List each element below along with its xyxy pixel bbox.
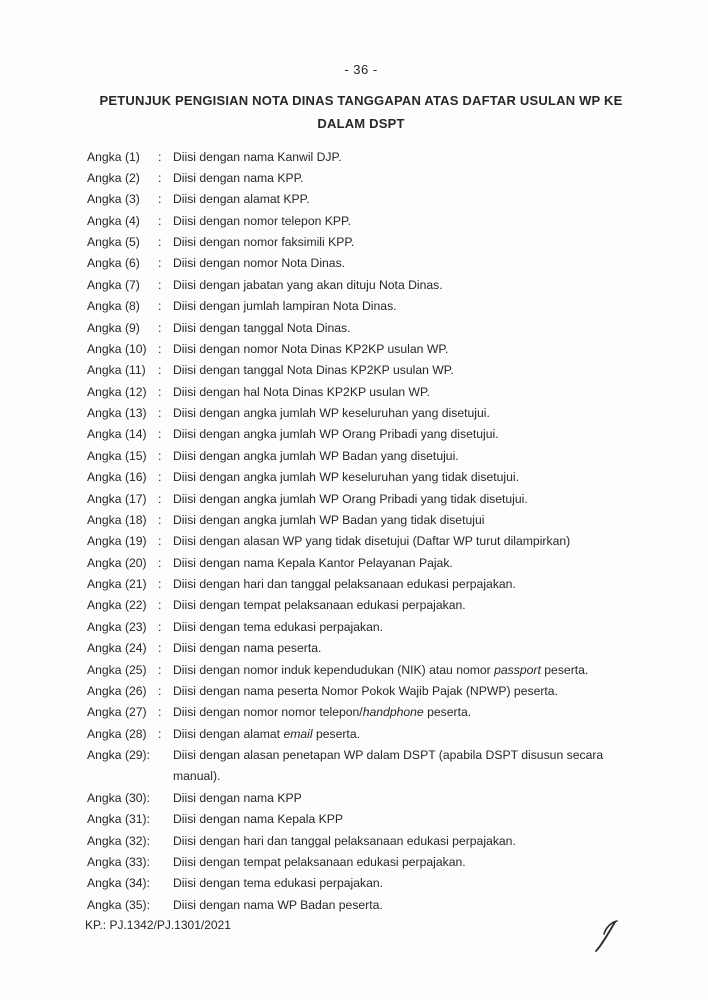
instruction-number: Angka (31):	[87, 812, 151, 827]
instruction-text: Diisi dengan nomor Nota Dinas KP2KP usulan WP.	[173, 341, 449, 356]
instruction-row	[87, 253, 660, 274]
instruction-number: Angka (11)	[87, 363, 146, 378]
instruction-colon: :	[158, 555, 162, 570]
instruction-row	[87, 211, 660, 232]
instruction-colon: :	[158, 598, 162, 613]
instruction-number: Angka (25)	[87, 662, 147, 677]
instruction-number: Angka (29):	[87, 748, 151, 762]
instruction-colon: :	[158, 277, 162, 292]
instruction-number: Angka (3)	[87, 192, 140, 207]
instruction-colon: :	[158, 341, 162, 356]
instruction-row	[87, 360, 660, 381]
instruction-number: Angka (19)	[87, 534, 147, 549]
instruction-text: Diisi dengan hari dan tanggal pelaksanaan edukasi perpajakan.	[173, 833, 516, 848]
document-code: KP.: PJ.1342/PJ.1301/2021	[85, 918, 231, 932]
instruction-colon: :	[158, 170, 162, 185]
instruction-list	[87, 147, 660, 917]
instruction-row	[87, 660, 660, 681]
instruction-number: Angka (23)	[87, 619, 147, 634]
instruction-row	[87, 617, 660, 638]
instruction-text: Diisi dengan nama peserta Nomor Pokok Wajib Pajak (NPWP) peserta.	[173, 683, 558, 698]
instruction-number: Angka (34):	[87, 876, 151, 891]
instruction-number: Angka (28)	[87, 726, 147, 741]
instruction-number: Angka (17)	[87, 491, 147, 506]
instruction-row	[87, 852, 660, 873]
instruction-text: Diisi dengan tempat pelaksanaan edukasi perpajakan.	[173, 598, 466, 613]
instruction-number: Angka (35):	[87, 897, 151, 912]
instruction-text: Diisi dengan jumlah lampiran Nota Dinas.	[173, 299, 397, 314]
instruction-text: Diisi dengan jabatan yang akan dituju Nota Dinas.	[173, 277, 443, 292]
instruction-text: Diisi dengan tanggal Nota Dinas KP2KP usulan WP.	[173, 363, 454, 378]
instruction-colon: :	[158, 705, 162, 720]
instruction-text: Diisi dengan tempat pelaksanaan edukasi perpajakan.	[173, 854, 466, 869]
instruction-colon: :	[158, 577, 162, 591]
instruction-text: Diisi dengan nama KPP	[173, 790, 302, 805]
instruction-row	[87, 339, 660, 360]
instruction-row	[87, 318, 660, 339]
instruction-row	[87, 446, 660, 467]
instruction-text: Diisi dengan hal Nota Dinas KP2KP usulan WP.	[173, 384, 430, 399]
instruction-number: Angka (2)	[87, 170, 140, 185]
instruction-colon: :	[158, 619, 162, 634]
instruction-text: Diisi dengan alasan WP yang tidak disetujui (Daftar WP turut dilampirkan)	[173, 534, 571, 549]
instruction-number: Angka (15)	[87, 448, 147, 463]
instruction-text: Diisi dengan nama KPP.	[173, 170, 304, 185]
instruction-row	[87, 232, 660, 253]
document-title-line1: PETUNJUK PENGISIAN NOTA DINAS TANGGAPAN ATAS DAFTAR USULAN WP KE	[99, 93, 623, 108]
instruction-text: Diisi dengan angka jumlah WP Orang Pribadi yang disetujui.	[173, 427, 499, 442]
instruction-number: Angka (24)	[87, 641, 147, 656]
instruction-number: Angka (7)	[87, 277, 140, 292]
instruction-colon: :	[158, 235, 162, 249]
instruction-row	[87, 724, 660, 745]
instruction-colon: :	[158, 726, 162, 741]
instruction-row	[87, 382, 660, 403]
instruction-text: Diisi dengan nomor Nota Dinas.	[173, 256, 346, 271]
instruction-number: Angka (16)	[87, 470, 147, 485]
instruction-colon: :	[158, 470, 162, 485]
instruction-text: Diisi dengan nomor induk kependudukan (NIK) atau nomor passport peserta.	[173, 662, 589, 677]
instruction-row	[87, 638, 660, 659]
document-title-line2: DALAM DSPT	[317, 115, 405, 131]
instruction-text: Diisi dengan nama Kanwil DJP.	[173, 149, 342, 164]
instruction-row	[87, 873, 660, 894]
instruction-row	[87, 189, 660, 210]
instruction-number: Angka (33):	[87, 854, 151, 869]
instruction-row	[87, 702, 660, 723]
instruction-number: Angka (5)	[87, 235, 140, 249]
instruction-text: Diisi dengan hari dan tanggal pelaksanaan edukasi perpajakan.	[173, 577, 516, 591]
handwritten-paraf-mark	[592, 916, 624, 956]
instruction-colon: :	[158, 641, 162, 656]
instruction-row	[87, 681, 660, 702]
instruction-row	[87, 424, 660, 445]
instruction-text: Diisi dengan alamat email peserta.	[173, 726, 360, 741]
instruction-row	[87, 574, 660, 595]
instruction-number: Angka (9)	[87, 320, 140, 335]
instruction-text: Diisi dengan angka jumlah WP Orang Pribadi yang tidak disetujui.	[173, 491, 528, 506]
instruction-text: Diisi dengan nomor telepon KPP.	[173, 213, 351, 228]
instruction-colon: :	[158, 512, 162, 527]
instruction-colon: :	[158, 149, 162, 164]
instruction-row	[87, 467, 660, 488]
instruction-number: Angka (12)	[87, 384, 147, 399]
instruction-text: Diisi dengan nomor faksimili KPP.	[173, 235, 355, 249]
instruction-number: Angka (4)	[87, 213, 140, 228]
instruction-number: Angka (32):	[87, 833, 151, 848]
instruction-row	[87, 403, 660, 424]
instruction-colon: :	[158, 491, 162, 506]
instruction-text: Diisi dengan angka jumlah WP Badan yang disetujui.	[173, 448, 459, 463]
instruction-row	[87, 168, 660, 189]
instruction-text: Diisi dengan angka jumlah WP keseluruhan yang tidak disetujui.	[173, 470, 519, 485]
instruction-number: Angka (20)	[87, 555, 147, 570]
instruction-text: Diisi dengan nama Kepala KPP	[173, 812, 344, 827]
instruction-number: Angka (26)	[87, 683, 147, 698]
instruction-text: Diisi dengan tema edukasi perpajakan.	[173, 619, 384, 634]
instruction-text: Diisi dengan nama Kepala Kantor Pelayanan Pajak.	[173, 555, 453, 570]
instruction-colon: :	[158, 427, 162, 442]
instruction-row	[87, 531, 660, 552]
instruction-colon: :	[158, 320, 162, 335]
instruction-colon: :	[158, 363, 162, 378]
page-number: - 36 -	[344, 62, 378, 77]
instruction-colon: :	[158, 448, 162, 463]
instruction-number: Angka (30):	[87, 790, 151, 805]
instruction-colon: :	[158, 256, 162, 271]
instruction-row	[87, 831, 660, 852]
instruction-number: Angka (1)	[87, 149, 140, 164]
instruction-row	[87, 510, 660, 531]
instruction-text: Diisi dengan angka jumlah WP Badan yang tidak disetujui	[173, 512, 485, 527]
document-title	[62, 90, 660, 135]
instruction-text: Diisi dengan nama WP Badan peserta.	[173, 897, 383, 912]
instruction-text: Diisi dengan nama peserta.	[173, 641, 322, 656]
instruction-row	[87, 809, 660, 830]
instruction-colon: :	[158, 534, 162, 549]
instruction-row	[87, 895, 660, 916]
instruction-row	[87, 147, 660, 168]
instruction-number: Angka (22)	[87, 598, 147, 613]
instruction-number: Angka (14)	[87, 427, 147, 442]
instruction-colon: :	[158, 213, 162, 228]
instruction-row	[87, 275, 660, 296]
instruction-colon: :	[158, 683, 162, 698]
instruction-row	[87, 296, 660, 317]
instruction-colon: :	[158, 384, 162, 399]
instruction-text: Diisi dengan alamat KPP.	[173, 192, 310, 207]
instruction-row	[87, 553, 660, 574]
instruction-colon: :	[158, 299, 162, 314]
instruction-number: Angka (8)	[87, 299, 140, 314]
instruction-text: Diisi dengan angka jumlah WP keseluruhan yang disetujui.	[173, 406, 490, 420]
instruction-row	[87, 788, 660, 809]
instruction-row	[87, 595, 660, 616]
instruction-text: Diisi dengan tema edukasi perpajakan.	[173, 876, 384, 891]
instruction-number: Angka (18)	[87, 512, 147, 527]
instruction-number: Angka (6)	[87, 256, 140, 271]
instruction-text: Diisi dengan nomor nomor telepon/handphone peserta.	[173, 705, 472, 720]
instruction-text: Diisi dengan tanggal Nota Dinas.	[173, 320, 351, 335]
instruction-number: Angka (13)	[87, 406, 147, 420]
instruction-colon: :	[158, 192, 162, 207]
instruction-colon: :	[158, 662, 162, 677]
instruction-number: Angka (10)	[87, 341, 147, 356]
instruction-row	[87, 745, 660, 788]
instruction-text: Diisi dengan alasan penetapan WP dalam DSPT (apabila DSPT disusun secara manual).	[173, 748, 604, 784]
instruction-number: Angka (21)	[87, 577, 147, 591]
instruction-number: Angka (27)	[87, 705, 147, 720]
instruction-row	[87, 489, 660, 510]
instruction-colon: :	[158, 406, 162, 420]
